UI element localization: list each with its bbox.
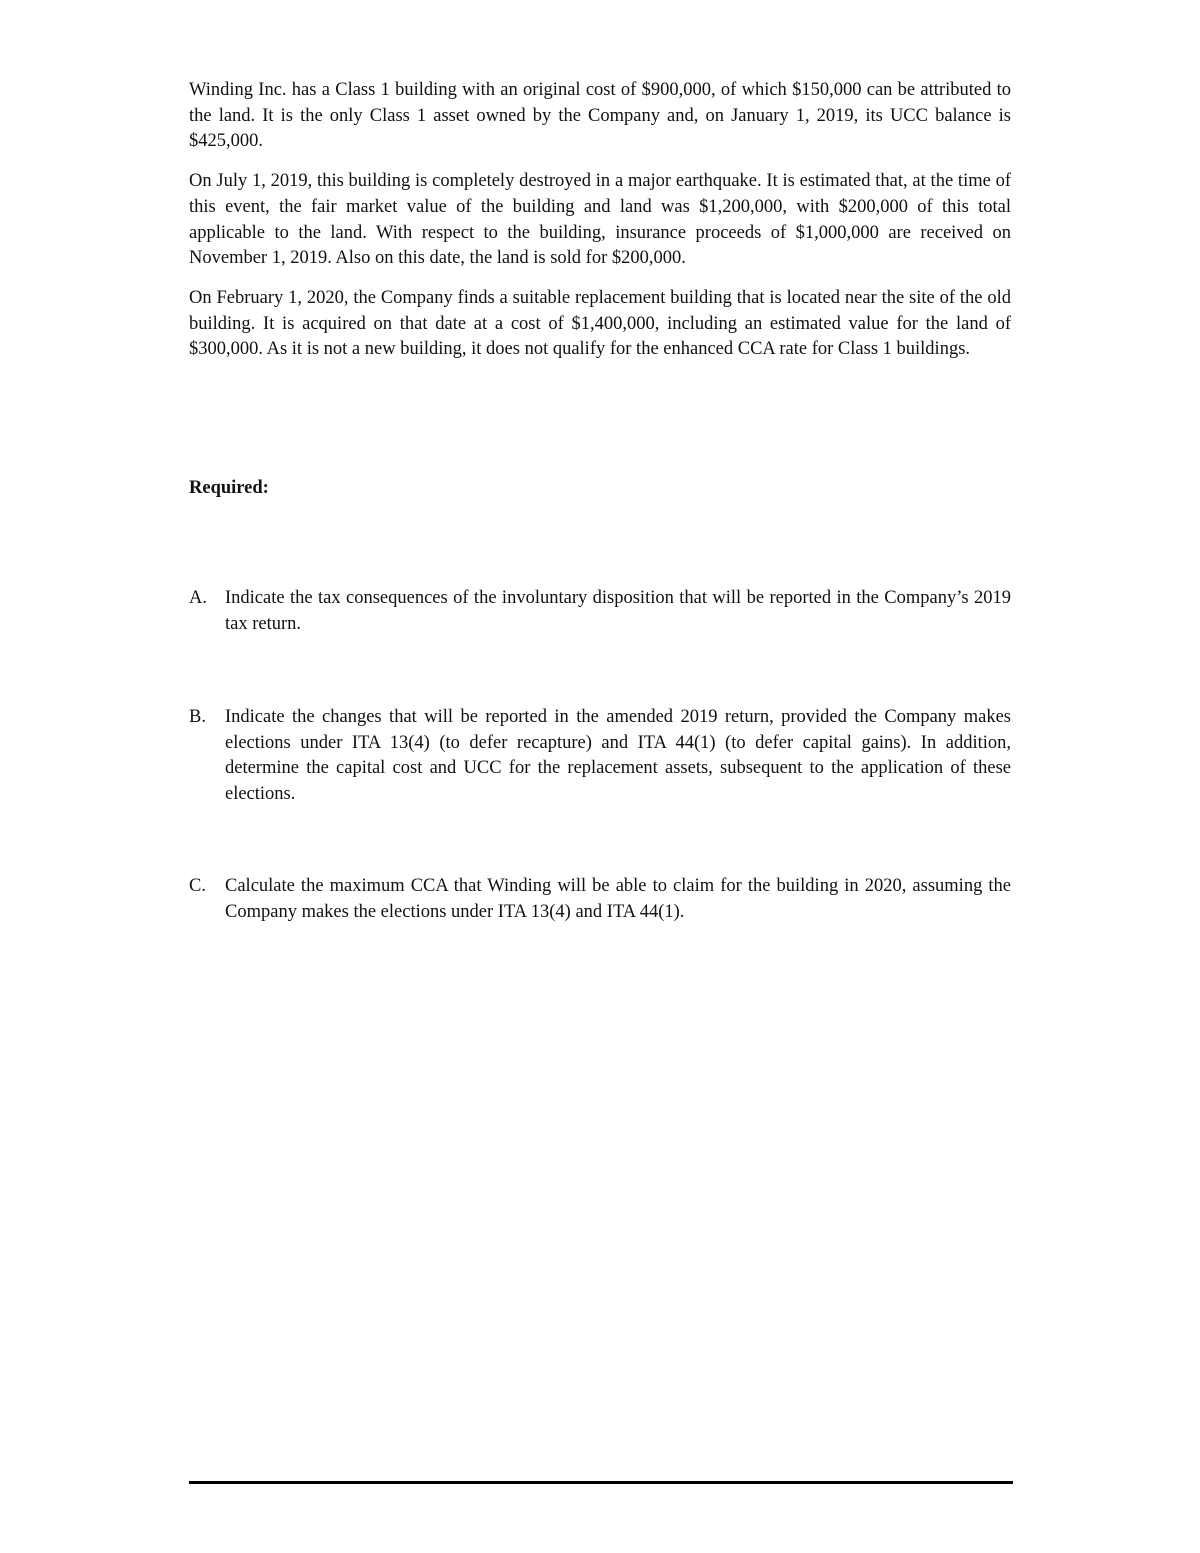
question-b-marker: B.	[189, 707, 206, 727]
question-a-text: Indicate the tax consequences of the involuntary disposition that will be reported in the Company’s 2019 tax return.	[225, 588, 1011, 634]
footer-divider	[189, 1481, 1013, 1484]
paragraph-intro: Winding Inc. has a Class 1 building with an original cost of $900,000, of which $150,000 can be attributed to the land. It is the only Class 1 asset owned by the Company and, on January 1, 2019, its UCC balance is $425,000.	[189, 80, 1011, 152]
document-body	[189, 78, 1011, 922]
question-c-text: Calculate the maximum CCA that Winding will be able to claim for the building in 2020, assuming the Company makes the elections under ITA 13(4) and ITA 44(1).	[225, 876, 1011, 922]
question-c-marker: C.	[189, 876, 206, 896]
question-b	[189, 705, 1011, 808]
paragraph-earthquake: On July 1, 2019, this building is completely destroyed in a major earthquake. It is estimated that, at the time of this event, the fair market value of the building and land was $1,200,000, with $200,000 of this total applicable to the land. With respect to the building, insurance proceeds of $1,000,000 are received on November 1, 2019. Also on this date, the land is sold for $200,000.	[189, 171, 1011, 269]
question-b-text: Indicate the changes that will be reported in the amended 2019 return, provided the Company makes elections under ITA 13(4) (to defer recapture) and ITA 44(1) (to defer capital gains). In addition, determine the capital cost and UCC for the replacement assets, subsequent to the application of these elections.	[225, 707, 1011, 805]
question-a-marker: A.	[189, 588, 207, 608]
paragraph-replacement: On February 1, 2020, the Company finds a suitable replacement building that is located near the site of the old building. It is acquired on that date at a cost of $1,400,000, including an estimated value for the land of $300,000. As it is not a new building, it does not qualify for the enhanced CCA rate for Class 1 buildings.	[189, 287, 1011, 360]
question-a	[189, 586, 1011, 637]
required-heading: Required:	[189, 478, 269, 498]
question-c	[189, 874, 1011, 925]
